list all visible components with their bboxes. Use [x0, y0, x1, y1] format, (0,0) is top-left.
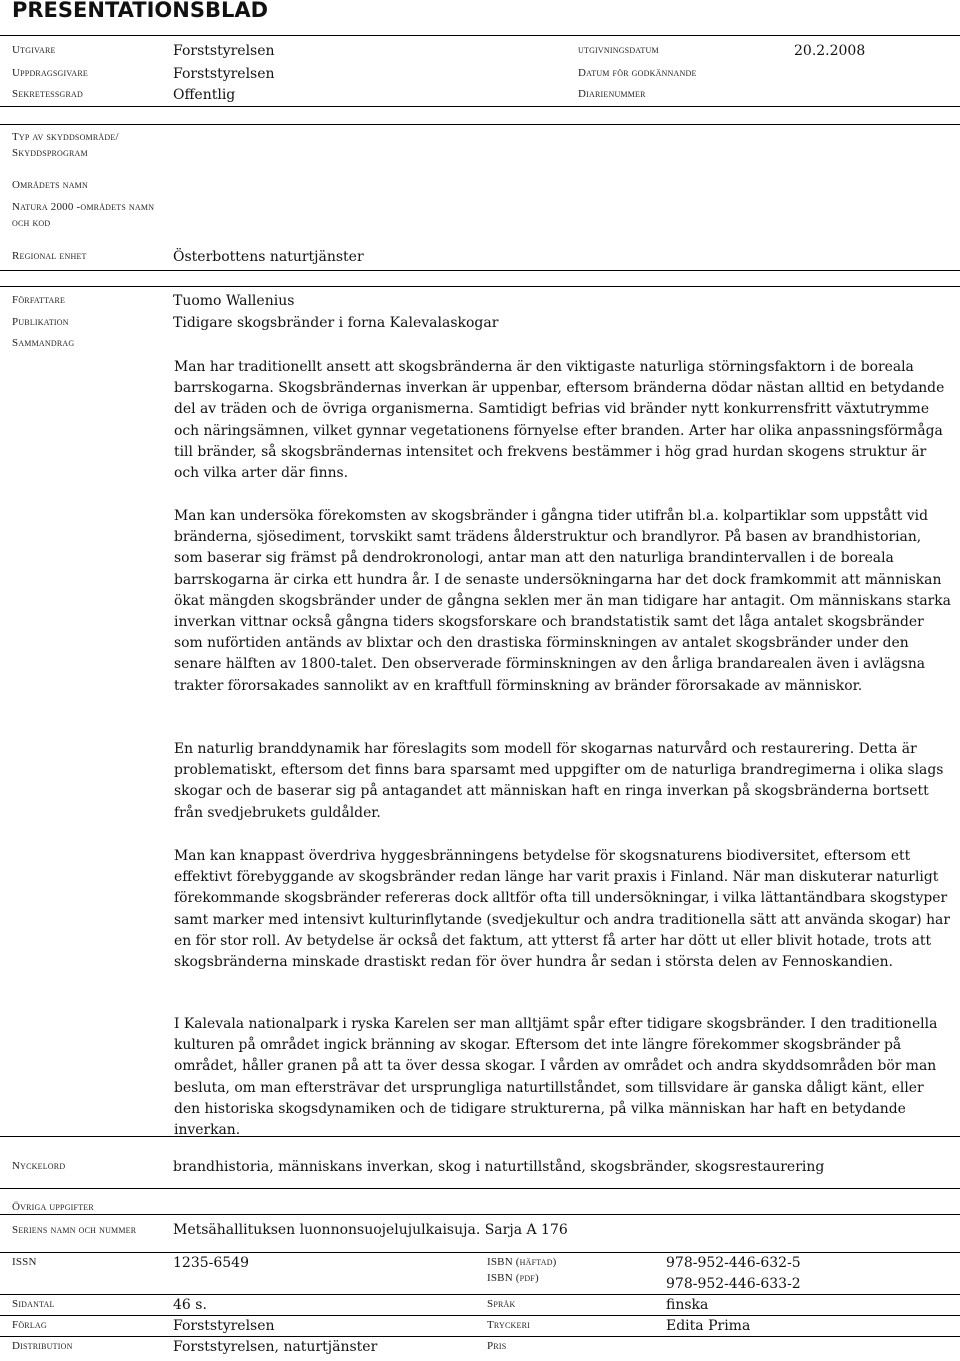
typ-label: Typ av skyddsområde/ Skyddsprogram	[12, 131, 119, 159]
divider	[0, 1214, 960, 1215]
divider	[0, 1315, 960, 1316]
sekretessgrad-label: Sekretessgrad	[12, 88, 83, 100]
divider	[0, 286, 960, 287]
tryckeri-value: Edita Prima	[666, 1318, 751, 1334]
sammandrag-paragraph-4: Man kan knappast överdriva hyggesbränningens betydelse för skogsnaturens biodiversitet, eftersom ett effektivt förebyggande av skogsbränder redan länge har varit praxis i Finland. När man diskuterar naturligt förekommande skogsbränder refereras dock alltför ofta till undersökningar, i vilka lättantändbara skogstyper samt marker med intensivt kulturinflytande (svedjekultur och andra traditionella sätt att använda skogar) har en för stor roll. Av betydelse är också det faktum, att ytterst få arter har dött ut eller blivit hotade, trots att skogsbränderna minskade drastiskt redan för över hundra år sedan i största delen av Fennoskandien.	[174, 848, 950, 971]
forfattare-label: Författare	[12, 294, 66, 306]
godkannande-label: Datum för godkännande	[578, 67, 697, 79]
divider	[0, 270, 960, 271]
serie-label: Seriens namn och nummer	[12, 1224, 137, 1236]
divider	[0, 1336, 960, 1337]
natura-label: Natura 2000 -områdets namn och kod	[12, 201, 155, 229]
sidantal-label: Sidantal	[12, 1298, 55, 1310]
divider	[0, 1188, 960, 1189]
sammandrag-paragraph-5: I Kalevala nationalpark i ryska Karelen ser man alltjämt spår efter tidigare skogsbränder. I den traditionella kulturen på området ingick bränning av skogar. Eftersom det inte längre förekommer skogsbränder på området, håller granen på att ta över dessa skogar. I vården av området och andra skyddsområden bör man besluta, om man eftersträvar det ursprungliga naturtillståndet, som tillsvidare är ganska dåligt känt, eller den historiska skogsdynamiken och de tidigare strukturerna, på vilka människan har haft en betydande inverkan.	[174, 1016, 938, 1139]
tryckeri-label: Tryckeri	[487, 1319, 530, 1331]
serie-value: Metsähallituksen luonnonsuojelujulkaisuja. Sarja A 176	[173, 1222, 568, 1238]
forlag-label: Förlag	[12, 1319, 47, 1331]
uppdragsgivare-value: Forststyrelsen	[173, 66, 275, 82]
issn-value: 1235-6549	[173, 1255, 249, 1271]
isbn-haftad-label: ISBN (häftad)	[487, 1256, 557, 1268]
publikation-label: Publikation	[12, 316, 69, 328]
sammandrag-label: Sammandrag	[12, 337, 75, 349]
forfattare-value: Tuomo Wallenius	[173, 293, 295, 309]
nyckelord-label: Nyckelord	[12, 1160, 66, 1172]
publikation-value: Tidigare skogsbränder i forna Kalevalaskogar	[173, 315, 499, 331]
sammandrag-paragraph-1: Man har traditionellt ansett att skogsbränderna är den viktigaste naturliga störningsfaktorn i de boreala barrskogarna. Skogsbrändernas inverkan är uppenbar, eftersom bränderna dödar nästan alltid en betydande del av träden och de övriga organismerna. Samtidigt befrias vid bränder nytt konkurrensfritt växtutrymme och näringsämnen, vilket gynnar vegetationens förnyelse efter branden. Arter har olika anpassningsförmåga till bränder, så skogsbrändernas intensitet och frekvens bestämmer i hög grad hurdan skogens struktur är och vilka arter där finns.	[174, 359, 945, 482]
distribution-label: Distribution	[12, 1340, 73, 1352]
sprak-value: finska	[666, 1297, 709, 1313]
divider	[0, 1136, 960, 1137]
utgivare-value: Forststyrelsen	[173, 43, 275, 59]
forlag-value: Forststyrelsen	[173, 1318, 275, 1334]
sprak-label: Språk	[487, 1298, 516, 1310]
ovriga-label: Övriga uppgifter	[12, 1201, 94, 1213]
utgivare-label: Utgivare	[12, 44, 56, 56]
divider	[0, 35, 960, 36]
regional-enhet-value: Österbottens naturtjänster	[173, 249, 364, 265]
utgivningsdatum-label: utgivningsdatum	[578, 44, 659, 56]
sammandrag-paragraph-3: En naturlig branddynamik har föreslagits som modell för skogarnas naturvård och restaurering. Detta är problematiskt, eftersom det finns bara sparsamt med uppgifter om de naturliga brandregimerna i olika slags skogar och de baserar sig på antagandet att människan haft en ringa inverkan på skogsbränderna bortsett från svedjebrukets guldålder.	[174, 741, 944, 821]
utgivningsdatum-value: 20.2.2008	[794, 43, 866, 59]
issn-label: ISSN	[12, 1256, 37, 1268]
divider	[0, 124, 960, 125]
page-title: PRESENTATIONSBLAD	[12, 0, 269, 22]
isbn-haftad-value: 978-952-446-632-5	[666, 1255, 801, 1271]
isbn-pdf-value: 978-952-446-633-2	[666, 1276, 801, 1292]
distribution-value: Forststyrelsen, naturtjänster	[173, 1339, 378, 1355]
sammandrag-paragraph-2: Man kan undersöka förekomsten av skogsbränder i gångna tider utifrån bl.a. kolpartiklar som uppstått vid bränderna, sjösediment, torvskikt samt trädens ålderstruktur och brandlyror. På basen av brandhistorian, som baserar sig främst på dendrokronologi, antar man att den naturliga brandintervallen i de boreala barrskogarna är cirka ett hundra år. I de senaste undersökningarna har det dock framkommit att människan ökat mängden skogsbränder under de gångna seklen mer än man tidigare har antagit. Om människans starka inverkan vittnar också gångna tiders skogsforskare och brandstatistik samt det låga antalet skogsbränder som nuförtiden antänds av blixtar och den drastiska förminskningen av antalet skogsbränder under den senare hälften av 1800-talet. Den observerade förminskningen av den årliga brandarealen även i avlägsna trakter förorsakades sannolikt av en kraftfull förminskning av bränder förorsakade av människor.	[174, 508, 951, 694]
divider	[0, 106, 960, 107]
omradets-namn-label: Områdets namn	[12, 179, 88, 191]
pris-label: Pris	[487, 1340, 507, 1352]
nyckelord-value: brandhistoria, människans inverkan, skog i naturtillstånd, skogsbränder, skogsrestaurering	[173, 1159, 825, 1175]
isbn-pdf-label: ISBN (pdf)	[487, 1272, 539, 1284]
sidantal-value: 46 s.	[173, 1297, 207, 1313]
divider	[0, 1294, 960, 1295]
sekretessgrad-value: Offentlig	[173, 87, 236, 103]
divider	[0, 1252, 960, 1253]
diarienummer-label: Diarienummer	[578, 88, 646, 100]
uppdragsgivare-label: Uppdragsgivare	[12, 67, 88, 79]
regional-enhet-label: Regional enhet	[12, 250, 87, 262]
